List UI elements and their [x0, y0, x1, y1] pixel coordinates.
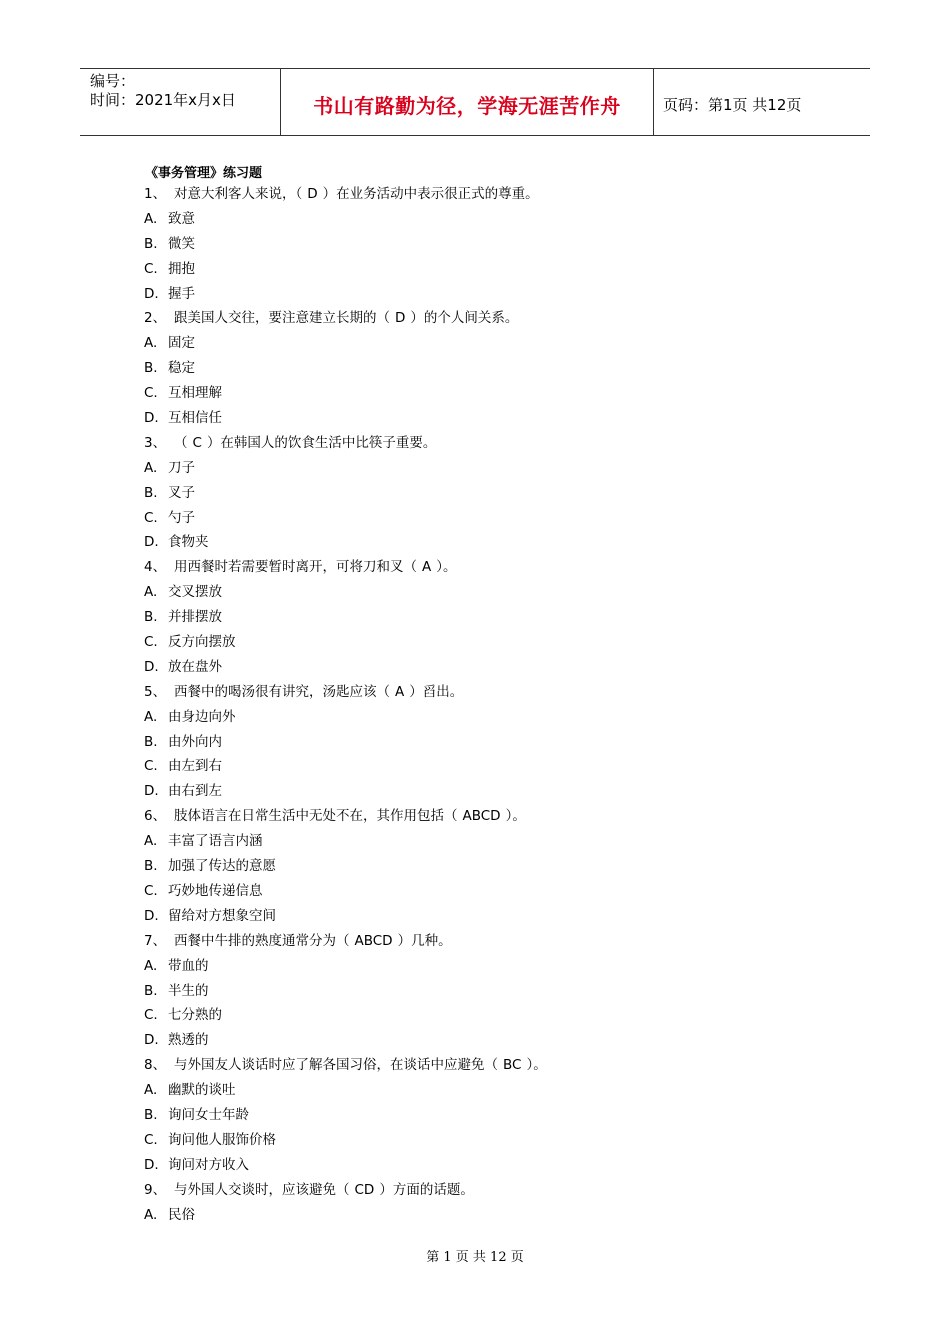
- question-text-pre: 西餐中牛排的熟度通常分为（: [174, 932, 350, 949]
- question-number: 1、: [144, 186, 167, 202]
- question-answer: D: [307, 186, 318, 202]
- option-letter: B.: [144, 858, 158, 875]
- option-item: [144, 655, 844, 680]
- option-text: 放在盘外: [168, 658, 222, 675]
- header-page-info: 页码：第1页 共12页: [663, 95, 802, 114]
- option-text: 询问女士年龄: [168, 1106, 249, 1123]
- option-item: [144, 331, 844, 356]
- option-item: [144, 705, 844, 730]
- question-number: 5、: [144, 683, 167, 700]
- option-item: [144, 754, 844, 779]
- option-item: [144, 481, 844, 506]
- option-letter: D.: [144, 285, 159, 302]
- question-text-pre: 跟美国人交往，要注意建立长期的（: [174, 310, 390, 327]
- question-answer: ABCD: [354, 932, 393, 949]
- option-item: [144, 456, 844, 481]
- option-item: [144, 829, 844, 854]
- question-number: 7、: [144, 932, 167, 949]
- question-answer: CD: [354, 1181, 375, 1198]
- option-text: 熟透的: [168, 1032, 209, 1049]
- question-item: [144, 804, 844, 829]
- question-text-post: ）方面的话题。: [379, 1181, 474, 1198]
- option-text: 巧妙地传递信息: [168, 882, 263, 899]
- question-answer: A: [395, 683, 405, 700]
- option-item: [144, 730, 844, 755]
- option-text: 微笑: [168, 235, 195, 252]
- option-text: 刀子: [168, 459, 195, 476]
- question-text-post: ）在韩国人的饮食生活中比筷子重要。: [206, 434, 437, 451]
- question-item: [144, 555, 844, 580]
- option-letter: D.: [144, 410, 159, 427]
- option-item: [144, 954, 844, 979]
- option-text: 稳定: [168, 360, 195, 377]
- option-text: 幽默的谈吐: [168, 1082, 236, 1099]
- option-item: [144, 605, 844, 630]
- question-text-pre: 与外国友人谈话时应了解各国习俗，在谈话中应避免（: [174, 1057, 498, 1074]
- question-answer: A: [422, 559, 432, 576]
- option-letter: C.: [144, 882, 158, 899]
- option-letter: C.: [144, 509, 158, 526]
- question-number: 9、: [144, 1181, 167, 1198]
- option-text: 七分熟的: [168, 1007, 222, 1024]
- option-item: [144, 879, 844, 904]
- question-item: [144, 306, 844, 331]
- option-item: [144, 257, 844, 282]
- option-text: 由外向内: [168, 733, 222, 750]
- question-number: 6、: [144, 808, 167, 825]
- document-title: 《事务管理》练习题: [145, 166, 263, 181]
- question-text-post: ）舀出。: [409, 683, 464, 700]
- option-letter: A.: [144, 459, 158, 476]
- option-item: [144, 232, 844, 257]
- option-letter: A.: [144, 210, 158, 227]
- option-letter: C.: [144, 1131, 158, 1148]
- question-text-post: ）。: [505, 808, 526, 825]
- option-item: [144, 282, 844, 307]
- question-text-pre: 与外国人交谈时，应该避免（: [174, 1181, 350, 1198]
- option-letter: D.: [144, 783, 159, 800]
- option-item: [144, 406, 844, 431]
- option-text: 食物夹: [168, 534, 209, 551]
- header-meta: [80, 69, 281, 135]
- option-text: 致意: [168, 210, 195, 227]
- question-text-pre: 用西餐时若需要暂时离开，可将刀和叉（: [174, 559, 417, 576]
- option-letter: B.: [144, 982, 158, 999]
- number-label: 编号：: [90, 72, 136, 90]
- option-text: 固定: [168, 335, 195, 352]
- option-letter: A.: [144, 833, 158, 850]
- option-letter: B.: [144, 1106, 158, 1123]
- option-text: 民俗: [168, 1206, 195, 1223]
- option-text: 半生的: [168, 982, 209, 999]
- option-text: 并排摆放: [168, 609, 222, 626]
- option-text: 由左到右: [168, 758, 222, 775]
- option-item: [144, 580, 844, 605]
- option-letter: D.: [144, 1032, 159, 1049]
- option-text: 加强了传达的意愿: [168, 858, 276, 875]
- question-text-post: ）。: [526, 1057, 547, 1074]
- question-text-pre: 肢体语言在日常生活中无处不在，其作用包括（: [174, 808, 458, 825]
- page-footer: 第 1 页 共 12 页: [426, 1250, 524, 1265]
- time-label: 时间：2021年x月x日: [90, 91, 236, 109]
- option-letter: C.: [144, 1007, 158, 1024]
- question-text-post: ）。: [436, 559, 457, 576]
- option-letter: B.: [144, 484, 158, 501]
- option-item: [144, 506, 844, 531]
- question-answer: D: [395, 310, 406, 327]
- option-text: 带血的: [168, 957, 209, 974]
- question-answer: ABCD: [462, 808, 501, 825]
- question-text-pre: 对意大利客人来说，（: [174, 186, 303, 202]
- option-text: 交叉摆放: [168, 584, 222, 601]
- option-text: 询问对方收入: [168, 1156, 249, 1173]
- option-letter: A.: [144, 957, 158, 974]
- question-item: [144, 929, 844, 954]
- question-number: 2、: [144, 310, 167, 327]
- question-text-post: ）在业务活动中表示很正式的尊重。: [322, 186, 539, 202]
- question-item: [144, 431, 844, 456]
- option-item: [144, 1153, 844, 1178]
- option-letter: C.: [144, 758, 158, 775]
- option-letter: A.: [144, 1206, 158, 1223]
- option-item: [144, 207, 844, 232]
- question-number: 3、: [144, 434, 167, 451]
- option-letter: A.: [144, 335, 158, 352]
- option-letter: A.: [144, 708, 158, 725]
- page-header: [80, 68, 870, 136]
- question-item: [144, 182, 844, 207]
- option-text: 互相理解: [168, 385, 222, 402]
- option-text: 询问他人服饰价格: [168, 1131, 276, 1148]
- option-item: [144, 1203, 844, 1228]
- option-text: 叉子: [168, 484, 195, 501]
- option-text: 丰富了语言内涵: [168, 833, 263, 850]
- question-number: 8、: [144, 1057, 167, 1074]
- option-letter: D.: [144, 907, 159, 924]
- option-item: [144, 630, 844, 655]
- option-item: [144, 1078, 844, 1103]
- question-text-pre: （: [174, 434, 188, 451]
- option-item: [144, 1003, 844, 1028]
- option-letter: C.: [144, 260, 158, 277]
- option-text: 互相信任: [168, 410, 222, 427]
- option-letter: B.: [144, 360, 158, 377]
- header-slogan: 书山有路勤为径，学海无涯苦作舟: [281, 69, 654, 135]
- option-text: 由身边向外: [168, 708, 236, 725]
- option-item: [144, 854, 844, 879]
- question-answer: BC: [503, 1057, 522, 1074]
- option-item: [144, 779, 844, 804]
- question-item: [144, 1053, 844, 1078]
- option-letter: B.: [144, 733, 158, 750]
- option-item: [144, 530, 844, 555]
- question-item: [144, 680, 844, 705]
- option-letter: B.: [144, 609, 158, 626]
- option-text: 握手: [168, 285, 195, 302]
- question-text-post: ）的个人间关系。: [410, 310, 519, 327]
- option-item: [144, 356, 844, 381]
- option-item: [144, 381, 844, 406]
- option-letter: D.: [144, 534, 159, 551]
- option-letter: C.: [144, 385, 158, 402]
- option-item: [144, 1103, 844, 1128]
- question-number: 4、: [144, 559, 167, 576]
- option-letter: D.: [144, 1156, 159, 1173]
- question-text-pre: 西餐中的喝汤很有讲究，汤匙应该（: [174, 683, 390, 700]
- question-text-post: ）几种。: [397, 932, 452, 949]
- option-item: [144, 1128, 844, 1153]
- option-letter: C.: [144, 634, 158, 651]
- option-letter: B.: [144, 235, 158, 252]
- option-text: 留给对方想象空间: [168, 907, 276, 924]
- option-item: [144, 979, 844, 1004]
- option-letter: A.: [144, 1082, 158, 1099]
- option-item: [144, 904, 844, 929]
- option-text: 由右到左: [168, 783, 222, 800]
- option-text: 拥抱: [168, 260, 195, 277]
- option-letter: D.: [144, 658, 159, 675]
- option-text: 反方向摆放: [168, 634, 236, 651]
- question-list: [144, 182, 844, 1227]
- option-item: [144, 1028, 844, 1053]
- question-answer: C: [192, 434, 202, 451]
- option-text: 勺子: [168, 509, 195, 526]
- option-letter: A.: [144, 584, 158, 601]
- question-item: [144, 1178, 844, 1203]
